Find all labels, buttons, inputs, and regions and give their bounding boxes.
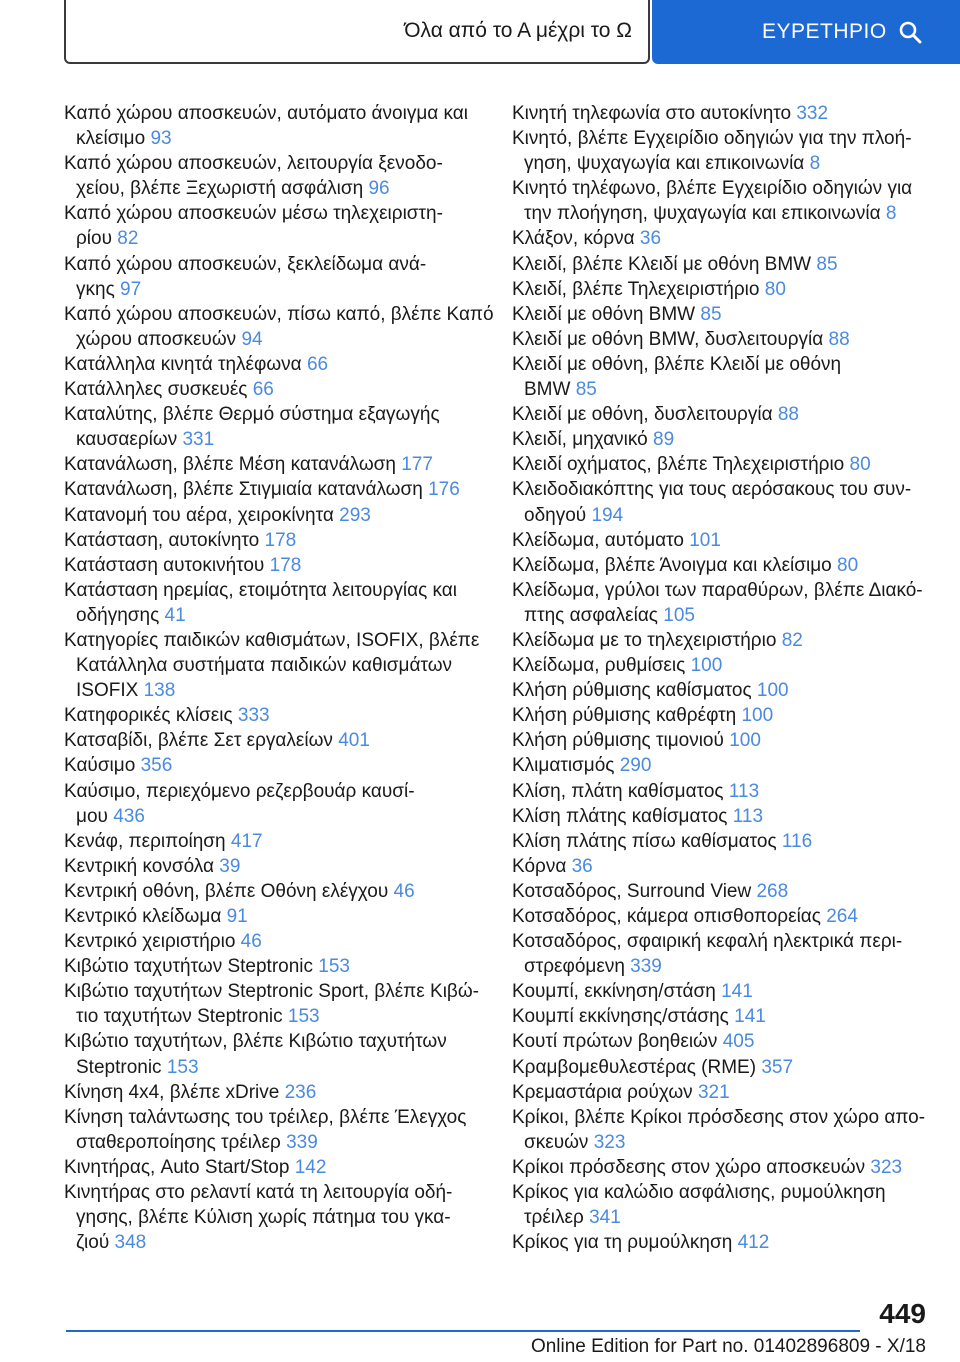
entry-text: τιο ταχυτήτων Steptronic [76, 1006, 283, 1028]
index-entry [512, 1029, 932, 1054]
search-icon[interactable] [898, 20, 922, 44]
index-entry [512, 1230, 932, 1255]
index-entry [512, 628, 932, 653]
page-link[interactable]: 405 [722, 1031, 755, 1053]
entry-text: Κόρνα [512, 855, 567, 877]
index-entry [512, 402, 932, 427]
entry-text: Κινητό τηλέφωνο, βλέπε Εγχειρίδιο οδηγιών για [512, 178, 913, 200]
entry-text: Κεντρική κονσόλα [64, 855, 214, 877]
index-column-left [64, 101, 494, 1255]
entry-text: Κλειδί με οθόνη, δυσλειτουργία [512, 404, 773, 426]
entry-text: Κλήση ρύθμισης καθρέφτη [512, 705, 737, 727]
index-entry [512, 553, 932, 578]
entry-text: Κατάσταση αυτοκινήτου [64, 554, 265, 576]
entry-text: Κρίκοι, βλέπε Κρίκοι πρόσδεσης στον χώρο απο- [512, 1106, 926, 1128]
index-entry [64, 252, 484, 302]
page-link[interactable]: 177 [401, 454, 433, 476]
entry-text: Κλειδί οχήματος, βλέπε Τηλεχειριστήριο [512, 454, 845, 476]
index-entry [512, 1080, 932, 1105]
entry-text: Κλίση, πλάτη καθίσματος [512, 780, 724, 802]
index-entry [64, 1105, 484, 1155]
index-entry [512, 452, 932, 477]
index-entry [512, 252, 932, 277]
index-entry [64, 402, 484, 452]
entry-text: Κιβώτιο ταχυτήτων Steptronic [64, 956, 314, 978]
entry-text: την πλοήγηση, ψυχαγωγία και επικοινωνία [524, 203, 881, 225]
page-link[interactable]: 39 [219, 855, 241, 877]
page-link[interactable]: 113 [732, 805, 764, 827]
page-link[interactable]: 178 [269, 554, 302, 576]
entry-text: Κλειδί, μηχανικό [512, 429, 648, 451]
entry-text: πτης ασφαλείας [524, 604, 658, 626]
page-link[interactable]: 80 [849, 454, 871, 476]
index-entry [512, 176, 932, 226]
page-link[interactable]: 105 [663, 604, 695, 626]
page-link[interactable]: 268 [756, 880, 789, 902]
entry-text: σταθεροποίησης τρέιλερ [76, 1131, 281, 1153]
edition-footer: Online Edition for Part no. 01402896809 - X/18 [530, 1336, 926, 1357]
page-link[interactable]: 323 [870, 1156, 903, 1178]
index-entry [64, 352, 484, 377]
index-entry [64, 728, 484, 753]
entry-text: Καύσιμο [64, 755, 136, 777]
page-link[interactable]: 321 [697, 1081, 730, 1103]
entry-text: Κρίκος για καλώδιο ασφάλισης, ρυμούλκηση [512, 1182, 886, 1204]
index-entry [512, 302, 932, 327]
index-entry [64, 477, 484, 502]
page-link[interactable]: 356 [140, 755, 173, 777]
entry-text: Κλείδωμα, βλέπε Άνοιγμα και κλείσιμο [512, 554, 832, 576]
entry-text: Κλήση ρύθμισης καθίσματος [512, 680, 752, 702]
index-entry [512, 653, 932, 678]
entry-text: Κλίση πλάτης πίσω καθίσματος [512, 830, 777, 852]
page-link[interactable]: 417 [230, 830, 263, 852]
page-link[interactable]: 36 [571, 855, 593, 877]
page-link[interactable]: 153 [318, 956, 350, 978]
entry-text: Κλειδοδιακόπτης για τους αερόσακους του συν- [512, 479, 912, 501]
page-link[interactable]: 100 [741, 705, 774, 727]
page-link[interactable]: 66 [306, 353, 329, 375]
index-entry [512, 126, 932, 176]
index-entry [64, 1080, 484, 1105]
entry-text: Κατανομή του αέρα, χειροκίνητα [64, 504, 334, 526]
page-link[interactable]: 341 [589, 1207, 621, 1229]
entry-text: Κεντρική οθόνη, βλέπε Οθόνη ελέγχου [64, 880, 389, 902]
entry-text: Κιβώτιο ταχυτήτων, βλέπε Κιβώτιο ταχυτήτων [64, 1031, 447, 1053]
page-link[interactable]: 96 [368, 178, 390, 200]
index-entry [64, 628, 484, 703]
entry-text: ζιού [76, 1232, 110, 1254]
page-link[interactable]: 88 [828, 328, 850, 350]
entry-text: Κλειδί με οθόνη BMW, δυσλειτουργία [512, 328, 824, 350]
entry-text: μου [76, 805, 108, 827]
page-link[interactable]: 94 [241, 328, 263, 350]
entry-text: στρεφόμενη [524, 956, 625, 978]
page-link[interactable]: 153 [287, 1006, 320, 1028]
page-link[interactable]: 100 [690, 655, 723, 677]
page-link[interactable]: 142 [294, 1156, 327, 1178]
index-entry [64, 829, 484, 854]
page-link[interactable]: 141 [734, 1006, 766, 1028]
entry-text: Καπό χώρου αποσκευών, λειτουργία ξενοδο- [64, 153, 443, 175]
page-link[interactable]: 412 [737, 1232, 770, 1254]
index-entry [64, 528, 484, 553]
entry-text: Κιβώτιο ταχυτήτων Steptronic Sport, βλέπε Κιβώ- [64, 981, 480, 1003]
page-link[interactable]: 80 [764, 278, 786, 300]
entry-text: Κουτί πρώτων βοηθειών [512, 1031, 718, 1053]
entry-text: Κλείδωμα, γρύλοι των παραθύρων, βλέπε Διακό- [512, 579, 923, 601]
index-entry [64, 879, 484, 904]
entry-text: Κατάσταση, αυτοκίνητο [64, 529, 260, 551]
entry-text: σκευών [524, 1131, 589, 1153]
page-link[interactable]: 264 [826, 906, 858, 927]
index-entry [64, 779, 484, 829]
entry-text: Κατηγορίες παιδικών καθισμάτων, ISOFIX, βλέπε [64, 629, 480, 651]
page-link[interactable]: 293 [339, 504, 371, 526]
page-link[interactable]: 138 [143, 680, 176, 702]
index-entry [512, 804, 932, 829]
index-entry [64, 302, 494, 352]
index-entry [512, 753, 932, 778]
page-link[interactable]: 97 [120, 278, 142, 300]
index-entry [64, 753, 484, 778]
index-entry [64, 1180, 484, 1255]
page-link[interactable]: 339 [286, 1131, 318, 1153]
index-entry [64, 452, 484, 477]
page-link[interactable]: 116 [781, 830, 813, 852]
index-entry [512, 678, 932, 703]
index-entry [512, 1105, 932, 1155]
index-entry [64, 101, 484, 151]
entry-text: γκης [76, 278, 115, 300]
page-link[interactable]: 85 [816, 253, 838, 275]
index-entry [64, 1155, 484, 1180]
page-link[interactable]: 46 [240, 931, 262, 953]
page-link[interactable]: 236 [284, 1081, 317, 1103]
page-link[interactable]: 401 [338, 730, 370, 752]
entry-text: Steptronic [76, 1056, 162, 1078]
page-link[interactable]: 113 [728, 780, 760, 802]
page-link[interactable]: 178 [264, 529, 297, 551]
entry-text: Καπό χώρου αποσκευών, πίσω καπό, βλέπε Καπό [64, 303, 494, 325]
index-tab-label: ΕΥΡΕΤΗΡΙΟ [762, 20, 887, 43]
index-entry [512, 879, 932, 904]
entry-text: Κοτσαδόρος, Surround View [512, 880, 752, 902]
entry-text: γηση, ψυχαγωγία και επικοινωνία [524, 153, 805, 175]
page-link[interactable]: 101 [689, 529, 721, 551]
footer-divider [66, 1330, 860, 1332]
entry-text: ISOFIX [76, 680, 139, 702]
page-link[interactable]: 141 [721, 981, 753, 1003]
page-link[interactable]: 93 [150, 128, 172, 150]
entry-text: Κινητή τηλεφωνία στο αυτοκίνητο [512, 103, 792, 124]
entry-text: Κλειδί με οθόνη, βλέπε Κλειδί με οθόνη [512, 353, 842, 375]
entry-text: Κλήση ρύθμισης τιμονιού [512, 730, 724, 752]
index-entry [64, 954, 484, 979]
index-entry [512, 477, 932, 527]
page-link[interactable]: 91 [226, 906, 248, 927]
page-link[interactable]: 333 [237, 705, 270, 727]
index-entry [64, 151, 484, 201]
index-entry [512, 327, 932, 352]
entry-text: Κλείδωμα, ρυθμίσεις [512, 655, 686, 677]
entry-text: καυσαερίων [76, 429, 178, 451]
page-link[interactable]: 331 [182, 429, 215, 451]
index-entry [512, 854, 932, 879]
az-tab[interactable] [64, 0, 650, 64]
page-link[interactable]: 89 [653, 429, 675, 451]
page-number: 449 [879, 1298, 926, 1329]
index-entry [64, 854, 484, 879]
entry-text: ρίου [76, 228, 112, 250]
index-entry [512, 979, 932, 1004]
entry-text: Κίνηση 4x4, βλέπε xDrive [64, 1081, 280, 1103]
page-link[interactable]: 66 [252, 379, 274, 401]
entry-text: Κατσαβίδι, βλέπε Σετ εργαλείων [64, 730, 333, 752]
entry-text: Κραμβομεθυλεστέρας (RME) [512, 1056, 757, 1078]
page-link[interactable]: 348 [114, 1232, 147, 1254]
entry-text: Κοτσαδόρος, σφαιρική κεφαλή ηλεκτρικά περι- [512, 931, 903, 953]
entry-text: Κατανάλωση, βλέπε Μέση κατανάλωση [64, 454, 396, 476]
entry-text: Καπό χώρου αποσκευών, ξεκλείδωμα ανά- [64, 253, 427, 275]
index-column-right [512, 101, 932, 1255]
index-entry [512, 277, 932, 302]
entry-text: χώρου αποσκευών [76, 328, 237, 350]
index-entry [512, 728, 932, 753]
entry-text: Κατανάλωση, βλέπε Στιγμιαία κατανάλωση [64, 479, 423, 501]
entry-text: Κλειδί με οθόνη BMW [512, 303, 696, 325]
entry-text: Κλειδί, βλέπε Κλειδί με οθόνη BMW [512, 253, 812, 275]
page-link[interactable]: 8 [885, 203, 897, 225]
entry-text: Κλείδωμα με το τηλεχειριστήριο [512, 629, 777, 651]
index-entry [64, 201, 484, 251]
entry-text: Κεντρικό κλείδωμα [64, 906, 222, 927]
index-entry [512, 578, 932, 628]
entry-text: Καπό χώρου αποσκευών, αυτόματο άνοιγμα και [64, 103, 469, 124]
index-entry [512, 1155, 932, 1180]
index-entry [64, 377, 484, 402]
index-entry [512, 929, 932, 979]
entry-text: χείου, βλέπε Ξεχωριστή ασφάλιση [76, 178, 364, 200]
entry-text: Κατάλληλες συσκευές [64, 379, 248, 401]
entry-text: Καύσιμο, περιεχόμενο ρεζερβουάρ καυσί- [64, 780, 415, 802]
index-entry [64, 578, 484, 628]
entry-text: τρέιλερ [524, 1207, 584, 1229]
index-entry [512, 904, 932, 929]
index-entry [64, 979, 484, 1029]
entry-text: οδήγησης [76, 604, 160, 626]
az-tab-label: Όλα από το Α μέχρι το Ω [404, 19, 632, 42]
entry-text: Κουμπί, εκκίνηση/στάση [512, 981, 716, 1003]
entry-text: κλείσιμο [76, 128, 146, 150]
entry-text: Κατηφορικές κλίσεις [64, 705, 233, 727]
page-link[interactable]: 290 [619, 755, 652, 777]
index-entry [512, 779, 932, 804]
page-link[interactable]: 85 [575, 379, 597, 401]
entry-text: Κλίση πλάτης καθίσματος [512, 805, 728, 827]
page-link[interactable]: 357 [761, 1056, 794, 1078]
index-entry [512, 427, 932, 452]
index-entry [512, 226, 932, 251]
index-entry [64, 703, 484, 728]
entry-text: Κλάξον, κόρνα [512, 228, 635, 250]
entry-text: Κατάσταση ηρεμίας, ετοιμότητα λειτουργίας και [64, 579, 457, 601]
entry-text: Καπό χώρου αποσκευών μέσω τηλεχειριστη- [64, 203, 443, 225]
page-link[interactable]: 332 [796, 103, 829, 124]
entry-text: Κλειδί, βλέπε Τηλεχειριστήριο [512, 278, 760, 300]
page-link[interactable]: 100 [756, 680, 789, 702]
entry-text: Κενάφ, περιποίηση [64, 830, 226, 852]
index-tab[interactable] [652, 0, 960, 64]
index-entry [512, 1004, 932, 1029]
page-link[interactable]: 85 [700, 303, 722, 325]
index-entry [64, 553, 484, 578]
entry-text: Κινητήρας στο ρελαντί κατά τη λειτουργία οδή- [64, 1182, 453, 1204]
entry-text: Κλείδωμα, αυτόματο [512, 529, 684, 551]
entry-text: Κοτσαδόρος, κάμερα οπισθοπορείας [512, 906, 821, 927]
page-link[interactable]: 194 [591, 504, 624, 526]
page-link[interactable]: 8 [809, 153, 821, 175]
index-entry [64, 1029, 484, 1079]
entry-text: Κατάλληλα συστήματα παιδικών καθισμάτων [76, 655, 453, 677]
index-entry [64, 503, 484, 528]
index-entry [64, 929, 484, 954]
page-link[interactable]: 88 [777, 404, 799, 426]
entry-text: Κουμπί εκκίνησης/στάσης [512, 1006, 729, 1028]
index-entry [64, 904, 484, 929]
entry-text: BMW [524, 379, 571, 401]
entry-text: Κρίκος για τη ρυμούλκηση [512, 1232, 733, 1254]
page-link[interactable]: 153 [166, 1056, 199, 1078]
page-link[interactable]: 82 [117, 228, 139, 250]
entry-text: Κλιματισμός [512, 755, 615, 777]
index-entry [512, 352, 932, 402]
index-entry [512, 1055, 932, 1080]
page-link[interactable]: 41 [164, 604, 186, 626]
entry-text: Κεντρικό χειριστήριο [64, 931, 236, 953]
entry-text: Κρεμαστάρια ρούχων [512, 1081, 693, 1103]
index-entry [512, 1180, 932, 1230]
page-link[interactable]: 436 [113, 805, 145, 827]
page-link[interactable]: 100 [729, 730, 761, 752]
entry-text: οδηγού [524, 504, 587, 526]
index-entry [512, 703, 932, 728]
index-entry [512, 829, 932, 854]
page-link[interactable]: 82 [781, 629, 803, 651]
index-entry [512, 528, 932, 553]
entry-text: γησης, βλέπε Κύλιση χωρίς πάτημα του γκα- [76, 1207, 451, 1229]
entry-text: Κινητήρας, Auto Start/Stop [64, 1156, 290, 1178]
index-entry [512, 101, 932, 126]
page-link[interactable]: 339 [630, 956, 662, 978]
page-link[interactable]: 323 [593, 1131, 626, 1153]
entry-text: Κινητό, βλέπε Εγχειρίδιο οδηγιών για την πλοή- [512, 128, 912, 150]
page-link[interactable]: 36 [639, 228, 662, 250]
entry-text: Κίνηση ταλάντωσης του τρέιλερ, βλέπε Έλεγχος [64, 1106, 467, 1128]
entry-text: Κρίκοι πρόσδεσης στον χώρο αποσκευών [512, 1156, 866, 1178]
entry-text: Καταλύτης, βλέπε Θερμό σύστημα εξαγωγής [64, 404, 440, 426]
page-link[interactable]: 176 [428, 479, 460, 501]
page-link[interactable]: 46 [393, 880, 415, 902]
entry-text: Κατάλληλα κινητά τηλέφωνα [64, 353, 302, 375]
page-link[interactable]: 80 [837, 554, 859, 576]
